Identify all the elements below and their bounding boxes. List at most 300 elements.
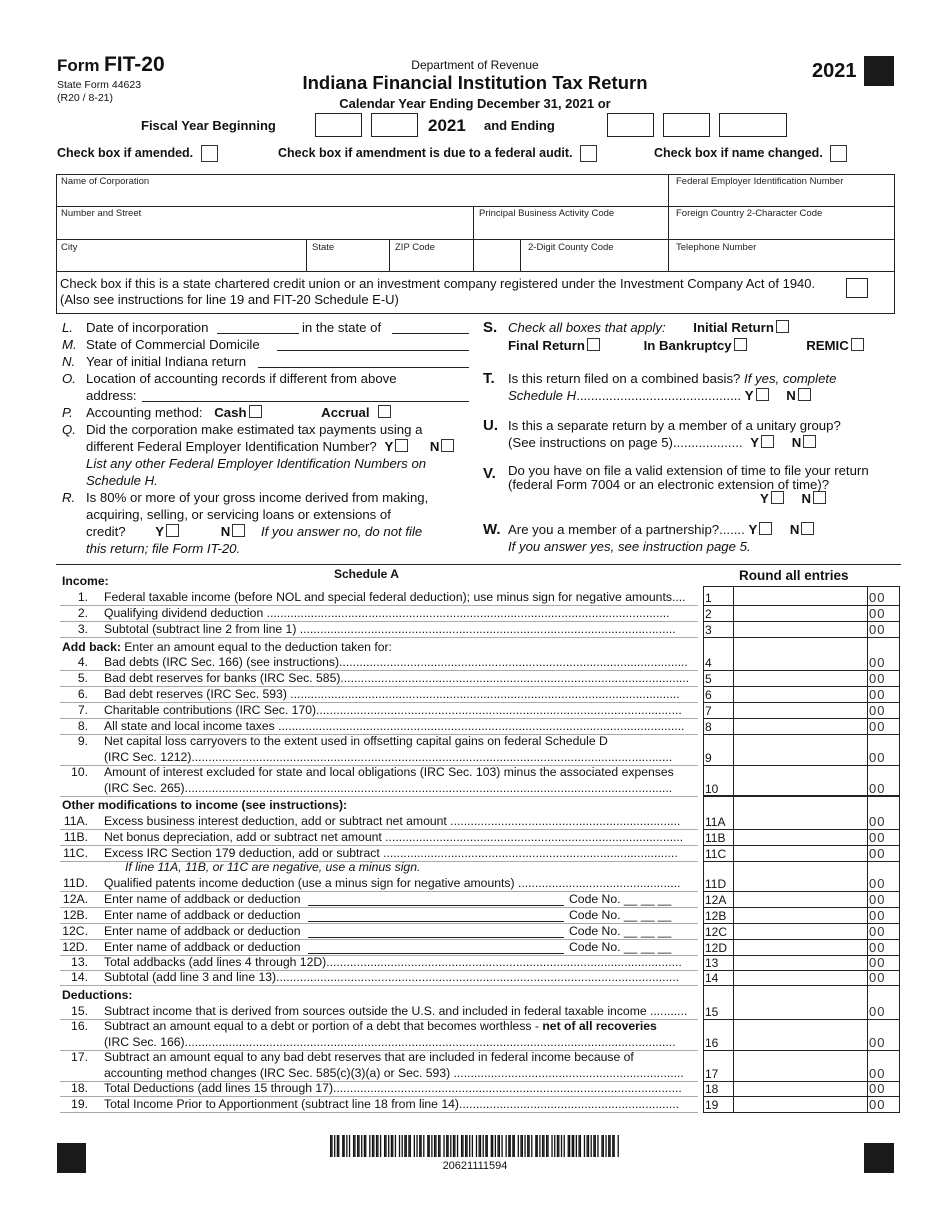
cents-field: 00 (869, 781, 886, 796)
line-number: 8. (77, 719, 88, 733)
amount-input[interactable] (734, 1066, 868, 1081)
ending-year[interactable] (719, 113, 787, 137)
amount-input[interactable] (734, 892, 868, 907)
amount-input[interactable] (734, 703, 868, 718)
cents-field: 00 (869, 846, 886, 861)
barcode-bar (385, 1135, 386, 1157)
barcode-bar (491, 1135, 492, 1157)
barcode-bar (578, 1135, 579, 1157)
addback-name-input[interactable] (308, 905, 564, 906)
line-box-label: 2 (705, 607, 712, 621)
barcode-bar (404, 1135, 405, 1157)
cents-field: 00 (869, 970, 886, 985)
barcode-bar (457, 1135, 458, 1157)
barcode-bar (331, 1135, 332, 1157)
line-number: 14. (71, 970, 88, 984)
q-l-date-input[interactable] (217, 333, 299, 334)
line-number: 13. (71, 955, 88, 969)
q-o-records: Location of accounting records if different from above (86, 371, 397, 386)
line-number: 12B. (62, 908, 88, 922)
line-number: 18. (71, 1081, 88, 1095)
barcode-bar (539, 1135, 540, 1157)
section-income: Income: (62, 574, 109, 588)
line-number: 9. (77, 734, 88, 748)
phone-field[interactable]: Telephone Number (676, 242, 757, 253)
cents-field: 00 (869, 1081, 886, 1096)
barcode-bar (514, 1135, 515, 1157)
line-box-label: 12A (705, 893, 727, 907)
fiscal-year-label: 2021 (428, 116, 466, 135)
bankruptcy-checkbox[interactable] (734, 338, 747, 351)
city-field[interactable]: City (61, 242, 78, 253)
barcode-bar (588, 1135, 589, 1157)
barcode-bar (349, 1135, 350, 1157)
line-description-cont: (IRC Sec. 166)................................................................................................................................................. (104, 1035, 676, 1049)
row-line (703, 765, 900, 766)
addback-name-input[interactable] (308, 937, 564, 938)
barcode-bar (391, 1135, 392, 1157)
barcode-bar (580, 1135, 581, 1157)
line-description: Bad debt reserves (IRC Sec. 593) ................................................................................................................... (104, 687, 680, 701)
row-line (703, 586, 900, 587)
line-box-label: 11A (705, 815, 726, 829)
barcode-bar (547, 1135, 548, 1157)
line-number: 12D. (62, 940, 88, 954)
q-n-year: Year of initial Indiana return (86, 354, 247, 369)
credit-union-note: Check box if this is a state chartered credit union or an investment company registered under the Investment Company Act of 1940. (Also see instructions for line 19 and FIT-20 Schedule E-U) (60, 276, 816, 307)
barcode-bar (447, 1135, 448, 1157)
q-l-state-input[interactable] (392, 333, 469, 334)
barcode-bar (618, 1135, 619, 1157)
q-m-domicile: State of Commercial Domicile (86, 337, 260, 352)
cash-checkbox[interactable] (249, 405, 262, 418)
barcode-bar (587, 1135, 588, 1157)
amount-input[interactable] (734, 1081, 868, 1096)
barcode-bar (338, 1135, 339, 1157)
barcode-bar (357, 1135, 358, 1157)
line-number: 12A. (62, 892, 88, 906)
barcode-bar (373, 1135, 374, 1157)
col-line (899, 586, 900, 1113)
barcode-bar (365, 1135, 366, 1157)
barcode-bar (377, 1135, 378, 1157)
barcode-bar (461, 1135, 462, 1157)
w-no-checkbox[interactable] (801, 522, 814, 535)
amount-input[interactable] (734, 671, 868, 686)
barcode-bar (450, 1135, 451, 1157)
barcode-bar (369, 1135, 370, 1157)
credit-union-checkbox[interactable] (846, 278, 868, 298)
line-number: 5. (77, 671, 88, 685)
barcode-bar (376, 1135, 377, 1157)
barcode-bar (380, 1135, 381, 1157)
amount-input[interactable] (734, 781, 868, 796)
line-box-label: 4 (705, 656, 712, 670)
cents-field: 00 (869, 703, 886, 718)
barcode-bar (358, 1135, 359, 1157)
state-field[interactable]: State (312, 242, 335, 253)
q-o-input[interactable] (142, 401, 469, 402)
barcode-bar (443, 1135, 444, 1157)
barcode-bar (364, 1135, 365, 1157)
line-number: 12C. (62, 924, 88, 938)
row-line (703, 796, 900, 797)
fiscal-begin-day[interactable] (371, 113, 418, 137)
line-number: 15. (71, 1004, 88, 1018)
barcode-bar (395, 1135, 396, 1157)
barcode-bar (406, 1135, 407, 1157)
amount-input[interactable] (734, 955, 868, 970)
amount-input[interactable] (734, 908, 868, 923)
barcode-bar (568, 1135, 569, 1157)
federal-audit-label: Check box if amendment is due to a federal audit. (278, 145, 573, 160)
activity-code-field[interactable]: Principal Business Activity Code (479, 208, 615, 219)
line-number: 11B. (63, 830, 88, 844)
line-description: Subtotal (add line 3 and line 13)....................................................................................................................... (104, 970, 680, 984)
section-other: Other modifications to income (see instructions): (62, 798, 348, 812)
line-description: Total Deductions (add lines 15 through 17)....................................................................................................... (104, 1081, 682, 1095)
barcode-bar (554, 1135, 555, 1157)
foreign-country-field[interactable]: Foreign Country 2-Character Code (676, 208, 823, 219)
barcode-bar (354, 1135, 355, 1157)
and-ending-label: and Ending (484, 118, 555, 133)
federal-audit-check-row (278, 145, 597, 162)
line-box-label: 12B (705, 909, 727, 923)
desc-row-line (60, 637, 698, 638)
line-description: Net capital loss carryovers to the extent used in offsetting capital gains on federal Schedule D (104, 734, 608, 748)
barcode-bar (508, 1135, 509, 1157)
amount-input[interactable] (734, 719, 868, 734)
line-number: 3. (77, 622, 88, 636)
cents-field: 00 (869, 1004, 886, 1019)
barcode-bar (597, 1135, 598, 1157)
code-no-field[interactable]: Code No. __ __ __ (569, 892, 672, 906)
r-no-checkbox[interactable] (232, 524, 245, 537)
q-m-input[interactable] (277, 350, 469, 351)
addback-subtitle: Enter an amount equal to the deduction taken for: (120, 640, 392, 654)
state-form-number: State Form 44623 (57, 79, 142, 91)
col-line (703, 586, 704, 1113)
row-line (703, 1050, 900, 1051)
barcode-bar (337, 1135, 338, 1157)
line-number: 16. (71, 1019, 88, 1033)
v-no-checkbox[interactable] (813, 491, 826, 504)
barcode-bar (429, 1135, 430, 1157)
barcode-bar (608, 1135, 609, 1157)
cents-field: 00 (869, 622, 886, 637)
line-description-cont: accounting method changes (IRC Sec. 585(c)(3)(a) or Sec. 593) .................................................................... (104, 1066, 684, 1080)
amount-input[interactable] (734, 876, 868, 891)
q-w-partnership: Are you a member of a partnership?....... (508, 522, 745, 537)
barcode-bar (402, 1135, 403, 1157)
barcode-bar (439, 1135, 440, 1157)
amended-checkbox[interactable] (201, 145, 218, 162)
round-entries: Round all entries (739, 568, 849, 583)
barcode-bar (528, 1135, 529, 1157)
amount-input[interactable] (734, 590, 868, 605)
r-yes-checkbox[interactable] (166, 524, 179, 537)
line-description-cont: (IRC Sec. 265)................................................................................................................................................ (104, 781, 673, 795)
cents-field: 00 (869, 1035, 886, 1050)
form-subtitle: Calendar Year Ending December 31, 2021 or (339, 96, 611, 111)
section-deductions: Deductions: (62, 988, 133, 1002)
row-line (703, 734, 900, 735)
q-n-input[interactable] (258, 367, 469, 368)
line-number: 19. (71, 1097, 88, 1111)
cents-field: 00 (869, 1066, 886, 1081)
cents-field: 00 (869, 750, 886, 765)
line-box-label: 3 (705, 623, 712, 637)
barcode-bar (344, 1135, 345, 1157)
barcode-bar (524, 1135, 525, 1157)
cents-field: 00 (869, 955, 886, 970)
line-box-label: 12C (705, 925, 728, 939)
amount-input[interactable] (734, 1097, 868, 1112)
barcode-bar (605, 1135, 606, 1157)
barcode-bar (434, 1135, 435, 1157)
amount-input[interactable] (734, 970, 868, 985)
q-yes-checkbox[interactable] (395, 439, 408, 452)
amount-input[interactable] (734, 655, 868, 670)
barcode-number: 20621111594 (442, 1160, 508, 1172)
barcode-bar (506, 1135, 507, 1157)
cents-field: 00 (869, 892, 886, 907)
code-no-field[interactable]: Code No. __ __ __ (569, 924, 672, 938)
barcode-bar (453, 1135, 454, 1157)
barcode-bar (346, 1135, 347, 1157)
line-box-label: 19 (705, 1098, 719, 1112)
line-box-label: 13 (705, 956, 719, 970)
desc-row-line (60, 796, 698, 797)
cents-field: 00 (869, 814, 886, 829)
u-no-checkbox[interactable] (803, 435, 816, 448)
line-number: 2. (77, 606, 88, 620)
barcode-bar (431, 1135, 432, 1157)
line-description: Net bonus depreciation, add or subtract net amount ........................................................................................ (104, 830, 684, 844)
section-addback: Add back: Enter an amount equal to the deduction taken for: (62, 640, 392, 654)
barcode-bar (537, 1135, 538, 1157)
barcode-bar (480, 1135, 481, 1157)
line-box-label: 10 (705, 782, 719, 796)
barcode-bar (342, 1135, 343, 1157)
u-yes-checkbox[interactable] (761, 435, 774, 448)
line-box-label: 15 (705, 1005, 719, 1019)
line-description: Subtotal (subtract line 2 from line 1) ............................................................................................................... (104, 622, 676, 636)
code-no-field[interactable]: Code No. __ __ __ (569, 908, 672, 922)
line-description: Enter name of addback or deduction (104, 908, 301, 922)
line-description: Subtract an amount equal to a debt or portion of a debt that becomes worthless - net of all recoveries (104, 1019, 657, 1033)
barcode-bar (591, 1135, 592, 1157)
barcode-bar (535, 1135, 536, 1157)
barcode-bar (427, 1135, 428, 1157)
form-prefix: Form (57, 56, 100, 75)
amount-input[interactable] (734, 1004, 868, 1019)
barcode-bar (612, 1135, 613, 1157)
q-s-check-all: Check all boxes that apply: (508, 320, 666, 335)
code-no-field[interactable]: Code No. __ __ __ (569, 940, 672, 954)
barcode-bar (522, 1135, 523, 1157)
line-number: 10. (71, 765, 88, 779)
amount-input[interactable] (734, 940, 868, 955)
barcode-bar (595, 1135, 596, 1157)
barcode-bar (601, 1135, 602, 1157)
line-number: 7. (77, 703, 88, 717)
final-return-checkbox[interactable] (587, 338, 600, 351)
zip-field[interactable]: ZIP Code (395, 242, 435, 253)
cents-field: 00 (869, 924, 886, 939)
amount-input[interactable] (734, 846, 868, 861)
amount-input[interactable] (734, 924, 868, 939)
barcode-bar (614, 1135, 615, 1157)
amount-input[interactable] (734, 1035, 868, 1050)
barcode-bar (584, 1135, 585, 1157)
barcode-bar (497, 1135, 498, 1157)
line-description: All state and local income taxes ........................................................................................................................ (104, 719, 685, 733)
barcode-bar (520, 1135, 521, 1157)
form-main-title: Indiana Financial Institution Tax Return (302, 72, 648, 93)
barcode-bar (438, 1135, 439, 1157)
barcode-bar (466, 1135, 467, 1157)
amount-input[interactable] (734, 814, 868, 829)
cents-field: 00 (869, 876, 886, 891)
line-number: 11C. (63, 846, 88, 860)
corp-name-field[interactable]: Name of Corporation (61, 176, 150, 187)
barcode-bar (392, 1135, 393, 1157)
accrual-checkbox[interactable] (378, 405, 391, 418)
line-description: Bad debts (IRC Sec. 166) (see instructions)....................................................................................................... (104, 655, 688, 669)
amount-input[interactable] (734, 606, 868, 621)
line-box-label: 11D (705, 877, 727, 891)
ending-month[interactable] (607, 113, 654, 137)
barcode-bar (546, 1135, 547, 1157)
schedule-title: Schedule A (334, 567, 399, 581)
barcode-bar (399, 1135, 400, 1157)
cents-field: 00 (869, 606, 886, 621)
line-description: Enter name of addback or deduction (104, 940, 301, 954)
desc-row-line (60, 1112, 698, 1113)
cents-field: 00 (869, 655, 886, 670)
line-description: Amount of interest excluded for state and local obligations (IRC Sec. 103) minus the associated expenses (104, 765, 674, 779)
cents-field: 00 (869, 830, 886, 845)
w-yes-checkbox[interactable] (759, 522, 772, 535)
line-box-label: 5 (705, 672, 712, 686)
cents-field: 00 (869, 687, 886, 702)
barcode-bar (561, 1135, 562, 1157)
row-line (703, 861, 900, 862)
t-no-checkbox[interactable] (798, 388, 811, 401)
line-number: 4. (77, 655, 88, 669)
barcode-bar (531, 1135, 532, 1157)
amount-input[interactable] (734, 830, 868, 845)
fein-field[interactable]: Federal Employer Identification Number (676, 176, 844, 187)
barcode-bar (557, 1135, 558, 1157)
addback-name-input[interactable] (308, 921, 564, 922)
addback-name-input[interactable] (308, 953, 564, 954)
line-description: Subtract an amount equal to any bad debt reserves that are included in federal income because of (104, 1050, 634, 1064)
line-description: Qualifying dividend deduction ....................................................................................................................... (104, 606, 670, 620)
line-description: Enter name of addback or deduction (104, 924, 301, 938)
barcode-bar (410, 1135, 411, 1157)
barcode-bar (423, 1135, 424, 1157)
line-box-label: 6 (705, 688, 712, 702)
barcode-bar (469, 1135, 470, 1157)
barcode-bar (416, 1135, 417, 1157)
q-no-checkbox[interactable] (441, 439, 454, 452)
remic-checkbox[interactable] (851, 338, 864, 351)
line-number: 6. (77, 687, 88, 701)
line-number: 11D. (63, 876, 88, 890)
barcode-bar (609, 1135, 610, 1157)
barcode-bar (372, 1135, 373, 1157)
barcode-bar (384, 1135, 385, 1157)
line-number: 17. (71, 1050, 88, 1064)
line-description: Excess business interest deduction, add or subtract net amount .................................................................... (104, 814, 681, 828)
line-description: Federal taxable income (before NOL and special federal deduction); use minus sign for negative amounts.... (104, 590, 686, 604)
barcode-bar (465, 1135, 466, 1157)
barcode-bar (543, 1135, 544, 1157)
barcode-bar (487, 1135, 488, 1157)
initial-return-checkbox[interactable] (776, 320, 789, 333)
v-yes-checkbox[interactable] (771, 491, 784, 504)
barcode-bar (420, 1135, 421, 1157)
name-changed-label: Check box if name changed. (654, 145, 823, 160)
barcode-bar (558, 1135, 559, 1157)
form-code: FIT-20 (103, 53, 165, 76)
cents-field: 00 (869, 671, 886, 686)
barcode-bar (485, 1135, 486, 1157)
barcode-bar (495, 1135, 496, 1157)
form-revision: (R20 / 8-21) (57, 92, 114, 104)
barcode-bar (388, 1135, 389, 1157)
line-box-label: 8 (705, 720, 712, 734)
barcode-bar (408, 1135, 409, 1157)
county-field[interactable]: 2-Digit County Code (528, 242, 614, 253)
barcode-bar (593, 1135, 594, 1157)
federal-audit-checkbox[interactable] (580, 145, 597, 162)
line-box-label: 18 (705, 1082, 719, 1096)
barcode-bar (518, 1135, 519, 1157)
barcode-bar (330, 1135, 331, 1157)
barcode-bar (527, 1135, 528, 1157)
barcode-bar (551, 1135, 552, 1157)
street-field[interactable]: Number and Street (61, 208, 142, 219)
ending-day[interactable] (663, 113, 710, 137)
q-p-method: Accounting method: (86, 405, 203, 420)
amount-input[interactable] (734, 687, 868, 702)
cents-field: 00 (869, 1097, 886, 1112)
row-line (703, 1019, 900, 1020)
t-yes-checkbox[interactable] (756, 388, 769, 401)
q-q-estimated: Did the corporation make estimated tax payments using a (86, 422, 423, 437)
line-box-label: 17 (705, 1067, 719, 1081)
barcode-bar (501, 1135, 502, 1157)
line-description: Excess IRC Section 179 deduction, add or subtract ....................................................................................... (104, 846, 678, 860)
fiscal-begin-month[interactable] (315, 113, 362, 137)
barcode-bar (564, 1135, 565, 1157)
barcode-bar (512, 1135, 513, 1157)
line-description: Enter name of addback or deduction (104, 892, 301, 906)
cents-field: 00 (869, 940, 886, 955)
name-changed-checkbox[interactable] (830, 145, 847, 162)
amount-input[interactable] (734, 750, 868, 765)
barcode-bar (435, 1135, 436, 1157)
barcode-bar (472, 1135, 473, 1157)
barcode-bar (334, 1135, 335, 1157)
identification-grid (56, 174, 895, 272)
line-11-note: If line 11A, 11B, or 11C are negative, use a minus sign. (125, 860, 421, 874)
barcode-bar (499, 1135, 500, 1157)
amount-input[interactable] (734, 622, 868, 637)
